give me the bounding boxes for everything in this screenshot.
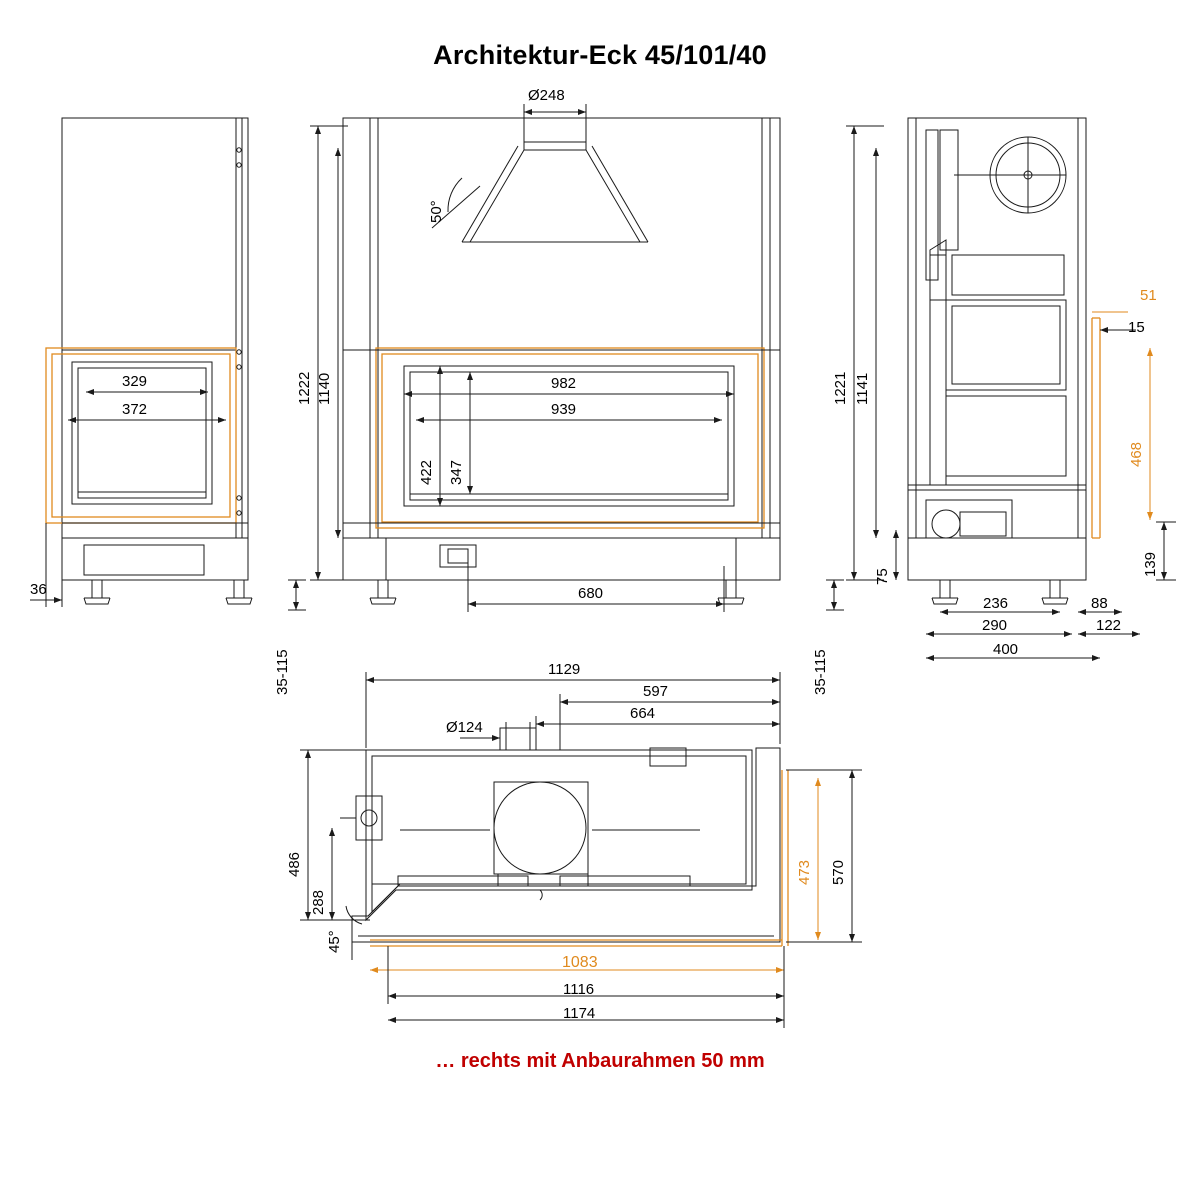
dim-36: 36 (30, 581, 47, 598)
dim-1129: 1129 (548, 661, 581, 678)
dim-139: 139 (1142, 551, 1159, 577)
dim-347: 347 (448, 459, 465, 485)
view-side-left (30, 118, 252, 607)
dim-50deg: 50° (428, 200, 445, 223)
dim-570: 570 (830, 859, 847, 885)
dim-1116: 1116 (563, 981, 595, 998)
dim-1083: 1083 (562, 954, 598, 971)
dim-88: 88 (1091, 595, 1108, 612)
dim-51: 51 (1140, 287, 1157, 304)
dim-d248: Ø248 (528, 87, 565, 104)
dim-982: 982 (551, 375, 577, 392)
dim-400: 400 (993, 641, 1019, 658)
dim-664: 664 (630, 705, 656, 722)
dim-680: 680 (578, 585, 604, 602)
dim-473: 473 (796, 859, 813, 885)
dim-d124: Ø124 (446, 719, 483, 736)
dim-468: 468 (1128, 441, 1145, 467)
dim-486: 486 (286, 851, 303, 877)
dim-939: 939 (551, 401, 577, 418)
dim-1140: 1140 (316, 372, 333, 405)
dim-597: 597 (643, 683, 669, 700)
dim-372: 372 (122, 401, 148, 418)
dim-1222: 1222 (296, 371, 313, 405)
dim-288: 288 (310, 889, 327, 915)
dim-35-115-side: 35-115 (812, 649, 829, 695)
dim-329: 329 (122, 373, 148, 390)
dim-122: 122 (1096, 617, 1122, 634)
page-title: Architektur-Eck 45/101/40 (433, 40, 767, 70)
dim-290: 290 (982, 617, 1008, 634)
view-front (288, 104, 780, 612)
dim-1174: 1174 (563, 1005, 596, 1022)
dim-422: 422 (418, 459, 435, 485)
dim-1221: 1221 (832, 371, 849, 405)
view-top (300, 672, 862, 1028)
footnote-text: … rechts mit Anbaurahmen 50 mm (435, 1050, 765, 1072)
dim-15: 15 (1128, 319, 1145, 336)
dim-35-115-front: 35-115 (274, 649, 291, 695)
dim-45deg: 45° (326, 930, 343, 953)
dim-1141: 1141 (854, 372, 871, 405)
dim-75: 75 (874, 568, 891, 585)
dim-236: 236 (983, 595, 1009, 612)
